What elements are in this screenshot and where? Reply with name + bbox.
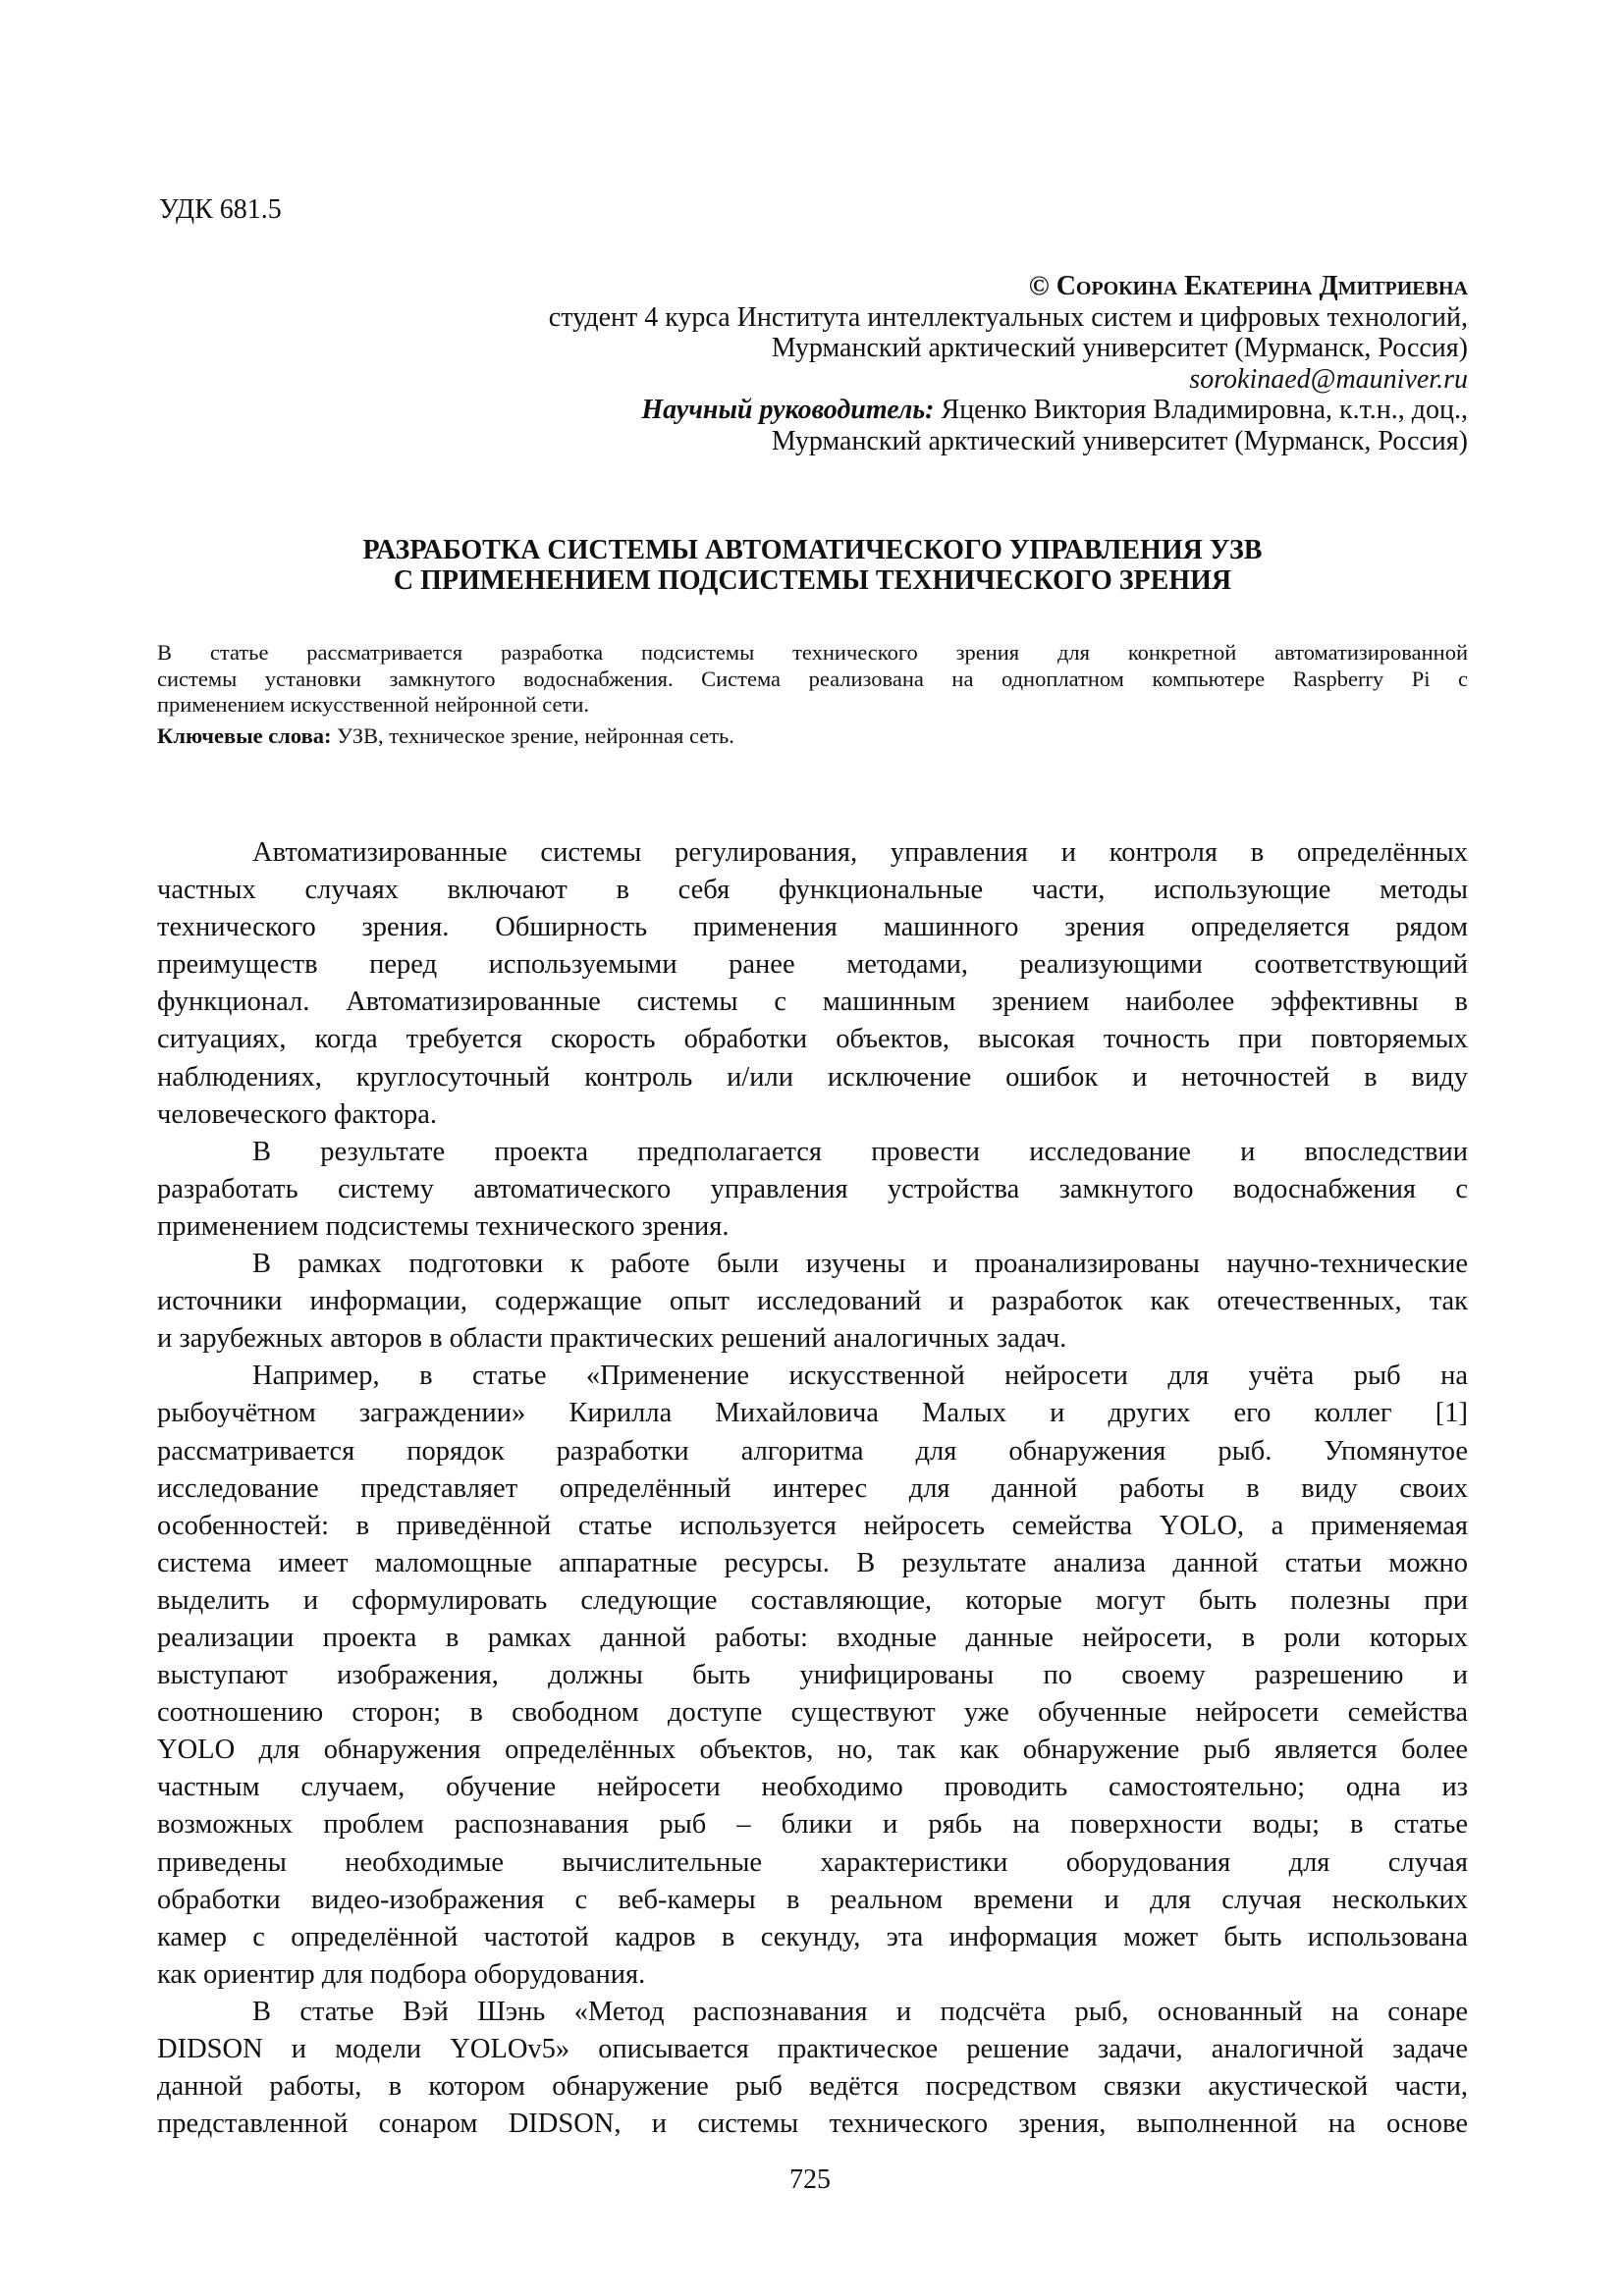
- body-line: частных случаях включают в себя функциональные части, использующие методы: [157, 875, 1468, 906]
- udc-code: УДК 681.5: [159, 194, 282, 225]
- body-line: преимуществ перед используемыми ранее методами, реализующими соответствующий: [157, 949, 1468, 981]
- body-paragraph: [157, 834, 1468, 1134]
- body-line: выступают изображения, должны быть унифицированы по своему разрешению и: [157, 1660, 1468, 1691]
- body-paragraph: [157, 1134, 1468, 1246]
- body-line: представленной сонаром DIDSON, и системы технического зрения, выполненной на основе: [157, 2109, 1468, 2140]
- page-number: 725: [789, 2164, 831, 2195]
- body-line: реализации проекта в рамках данной работы: входные данные нейросети, в роли которых: [157, 1622, 1468, 1653]
- abstract: [157, 640, 1468, 719]
- body-line: рыбоучётном заграждении» Кирилла Михайловича Малых и других его коллег [1]: [157, 1398, 1468, 1429]
- supervisor-label: Научный руководитель:: [641, 395, 935, 425]
- body-line: применением подсистемы технического зрения.: [157, 1210, 730, 1242]
- author-name-line: [290, 271, 1468, 302]
- body-line: особенностей: в приведённой статье используется нейросеть семейства YOLO, а применяемая: [157, 1510, 1468, 1541]
- body-line: функционал. Автоматизированные системы с машинным зрением наиболее эффективны в: [157, 987, 1468, 1018]
- keywords-text: УЗВ, техническое зрение, нейронная сеть.: [331, 723, 734, 748]
- body-line: камер с определённой частотой кадров в секунду, эта информация может быть использована: [157, 1921, 1468, 1952]
- paper-title: [157, 535, 1468, 596]
- body-line: DIDSON и модели YOLOv5» описывается практическое решение задачи, аналогичной задаче: [157, 2034, 1468, 2064]
- body-line: технического зрения. Обширность применения машинного зрения определяется рядом: [157, 912, 1468, 943]
- article-body: [157, 834, 1468, 2143]
- supervisor-affiliation: Мурманский арктический университет (Мурманск, Россия): [771, 425, 1468, 456]
- keywords-label: Ключевые слова:: [157, 723, 332, 748]
- body-line: Например, в статье «Применение искусственной нейросети для учёта рыб на: [252, 1361, 1468, 1392]
- keywords: [157, 723, 734, 749]
- body-line: система имеет маломощные аппаратные ресурсы. В результате анализа данной статьи можно: [157, 1547, 1468, 1578]
- author-affiliation: Мурманский арктический университет (Мурманск, Россия): [771, 333, 1468, 363]
- body-line: и зарубежных авторов в области практических решений аналогичных задач.: [157, 1323, 1067, 1355]
- body-line: В статье Вэй Шэнь «Метод распознавания и подсчёта рыб, основанный на сонаре: [252, 1996, 1468, 2027]
- copyright-symbol: ©: [1028, 271, 1050, 301]
- body-line: приведены необходимые вычислительные характеристики оборудования для случая: [157, 1846, 1468, 1878]
- body-line: частным случаем, обучение нейросети необходимо проводить самостоятельно; одна из: [157, 1772, 1468, 1803]
- abstract-line: применением искусственной нейронной сети.: [157, 692, 590, 717]
- body-line: исследование представляет определённый интерес для данной работы в виду своих: [157, 1472, 1468, 1504]
- author-name: Сорокина Екатерина Дмитриевна: [1056, 271, 1468, 301]
- author-email[interactable]: sorokinaed@mauniver.ru: [1189, 363, 1468, 395]
- supervisor-name: Яценко Виктория Владимировна, к.т.н., доц.,: [941, 395, 1468, 425]
- author-block: [290, 271, 1468, 456]
- body-line: ситуациях, когда требуется скорость обработки объектов, высокая точность при повторяемых: [157, 1024, 1468, 1055]
- body-line: соотношению сторон; в свободном доступе существуют уже обученные нейросети семейства: [157, 1697, 1468, 1729]
- body-line: YOLO для обнаружения определённых объектов, но, так как обнаружение рыб является более: [157, 1735, 1468, 1766]
- body-line: наблюдениях, круглосуточный контроль и/или исключение ошибок и неточностей в виду: [157, 1061, 1468, 1093]
- author-position: студент 4 курса Института интеллектуальных систем и цифровых технологий,: [548, 301, 1468, 333]
- body-line: источники информации, содержащие опыт исследований и разработок как отечественных, так: [157, 1286, 1468, 1317]
- title-line-1: РАЗРАБОТКА СИСТЕМЫ АВТОМАТИЧЕСКОГО УПРАВЛЕНИЯ УЗВ: [362, 535, 1263, 565]
- body-line: выделить и сформулировать следующие составляющие, которые могут быть полезны при: [157, 1584, 1468, 1616]
- body-paragraph: [157, 1994, 1468, 2143]
- abstract-line: системы установки замкнутого водоснабжения. Система реализована на одноплатном компьютере Raspberry Pi с: [157, 666, 1468, 691]
- supervisor-line: [290, 395, 1468, 426]
- body-line: В результате проекта предполагается провести исследование и впоследствии: [252, 1136, 1468, 1167]
- body-line: обработки видео-изображения с веб-камеры в реальном времени и для случая нескольких: [157, 1884, 1468, 1915]
- body-line: В рамках подготовки к работе были изучены и проанализированы научно-технические: [252, 1249, 1468, 1280]
- body-line: человеческого фактора.: [157, 1098, 437, 1130]
- body-line: Автоматизированные системы регулирования, управления и контроля в определённых: [252, 837, 1468, 868]
- body-line: данной работы, в котором обнаружение рыб ведётся посредством связки акустической части,: [157, 2071, 1468, 2103]
- title-line-2: С ПРИМЕНЕНИЕМ ПОДСИСТЕМЫ ТЕХНИЧЕСКОГО ЗРЕНИЯ: [393, 565, 1232, 596]
- body-line: рассматривается порядок разработки алгоритма для обнаружения рыб. Упомянутое: [157, 1435, 1468, 1467]
- body-paragraph: [157, 1358, 1468, 1994]
- abstract-line: В статье рассматривается разработка подсистемы технического зрения для конкретной автоматизированной: [157, 640, 1468, 665]
- body-paragraph: [157, 1246, 1468, 1358]
- body-line: возможных проблем распознавания рыб – блики и рябь на поверхности воды; в статье: [157, 1809, 1468, 1841]
- body-line: как ориентир для подбора оборудования.: [157, 1958, 646, 1990]
- body-line: разработать систему автоматического управления устройства замкнутого водоснабжения с: [157, 1173, 1468, 1204]
